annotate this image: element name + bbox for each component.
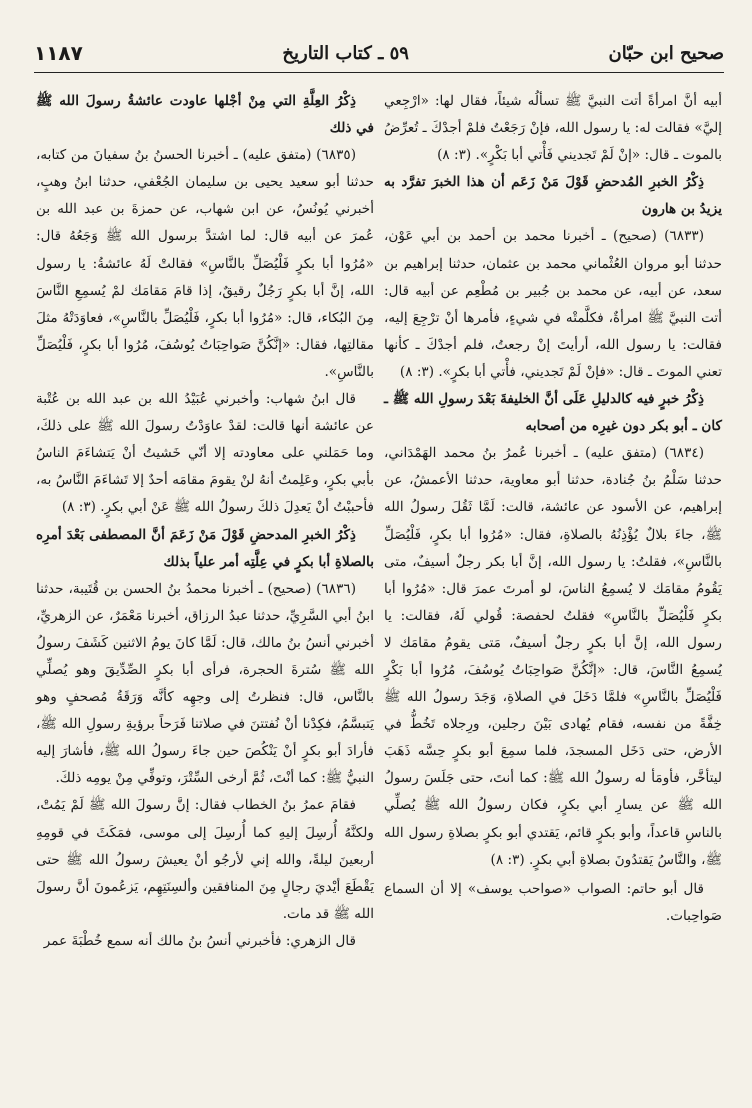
hadith-paragraph: قال الزهري: فأخبرني أنسُ بنُ مالك أنه سمع خُطْبَةَ عمر xyxy=(43,932,356,949)
hadith-paragraph: (٦٨٣٣) (صحيح) ـ أخبرنا محمد بن أحمد بن أبي عَوْن، حدثنا أبو مروان العُثْماني محمد بن عثمان، حدثنا إبراهيم بن سعد، عن أبيه، عن محمد بن جُبير بن مُطْعِم عن أبيه قال: أتت النبيَّ ﷺ امرأةٌ، فكلَّمتْه في شيءٍ، فأمرها أنْ ترْجِعَ إليه، فقالت: يا رسول الله، أرأيتَ إنْ رجعتُ، فلم أجدْكَ ـ كأنها تعني الموتَ ـ قال: «فإنْ لَمْ تَجديني، فأْتي أبا بكرٍ». (٣: ٨) xyxy=(384,228,722,380)
hadith-paragraph: (٦٨٣٥) (متفق عليه) ـ أخبرنا الحسنُ بنُ سفيانَ من كتابه، حدثنا أبو سعيد يحيى بن سليمان الجُعْفي، حدثنا ابنُ وهبٍ، أخبرني يُونُسُ، عن ابن شهاب، عن حمزةَ بن عبد الله بن عُمرَ عن أبيه قال: لما اشتدَّ برسول الله ﷺ وَجَعُهُ قال: «مُرُوا أبا بكرٍ فَلْيُصَلِّ بالنَّاسِ» فقالتْ لَهُ عائشةُ: يا رسول الله، إنَّ أبا بكرٍ رَجُلٌ رقيقٌ، إذا قامَ مَقامَك لمْ يُسمِعِ النَّاسَ مِنَ البُكاء، قال: «مُرُوا أبا بكرٍ، فَلْيُصَلِّ بالنَّاسِ»، فعاوَدَتْهُ مثلَ مقالتِها، فقال: «إنَّكُنَّ صَواحِبَاتُ يُوسُفَ، مُرُوا أبا بكرٍ، فَلْيُصَلِّ بالنَّاسِ». xyxy=(36,147,374,380)
hadith-paragraph: (٦٨٣٤) (متفق عليه) ـ أخبرنا عُمرُ بنُ محمد الهَمْدَاني، حدثنا سَلْمُ بنُ جُنادة، حدثنا أبو معاوية، حدثنا الأعمشُ، عن إبراهيم، عن الأسود عن عائشة، قالت: لَمَّا ثَقُلَ رسولُ الله ﷺ، جاءَ بلالٌ يُؤْذِنُهُ بالصلاةِ، فقال: «مُرُوا أبا بكرٍ، فَلْيُصَلِّ بالنَّاسِ»، فقلتُ: يا رسول الله، إنَّ أبا بكر رجلٌ أسيفٌ، متى يَقُومُ مقامَك لا يُسمِعُ الناسَ، لو أمرتَ عمرَ قال: «مُرُوا أبا بكرٍ فَلْيُصَلِّ بالنَّاسِ» فقلتُ لحفصة: قُولي لَهُ، فقالت: يا رسول الله، إنَّ أبا بكرٍ رجلٌ أسيفٌ، مَتى يقومُ مقامَك لا يُسمِعُ النَّاسَ، قال: «إنَّكُنَّ صَواحِبَاتُ يُوسُفَ، مُرُوا أبا بَكْرٍ فَلْيُصَلِّ بالنَّاسِ» فلمَّا دَخَلَ في الصلاةِ، وَجَدَ رسولُ الله ﷺ خِفَّةً من نفسه، فقام يُهادى بَيْنَ رجلين، ورِجلاه تَخُطُّ في الأرض، حتى دَخَل المسجدَ، فلما سمِعَ أبو بكرٍ حِسَّه ذَهَبَ ليتأخَّر، فأومَأ له رسولُ الله ﷺ: كما أنتَ، حتى جَلَسَ رسولُ الله ﷺ عن يسارِ أبي بكرٍ، فكان رسولُ الله ﷺ يُصلِّي بالناسِ قاعداً، وأبو بكرٍ قائم، يَقتدي أبو بكرٍ بصلاةِ رسول الله ﷺ، والنَّاسُ يَقتدُونَ بصلاةِ أبي بكرٍ. (٣: ٨) xyxy=(384,445,722,868)
section-heading: ذِكْرُ الخبرِ المدحضِ قَوْلَ مَنْ زَعَمَ أنَّ المصطفى بَعْدَ أمرِه بالصلاةِ أبا بكرٍ في عِلَّتِه أمر علياً بذلك xyxy=(36,526,374,570)
note-paragraph: قال أبو حاتم: الصواب «صواحب يوسف» إلا أن السماع صَواحِبات. xyxy=(384,880,722,924)
hadith-paragraph: قال ابنُ شهاب: وأخبرني عُبَيْدُ الله بن عبد الله بن عُتْبة عن عائشة أنها قالت: لقدْ عاوَدْتُ رسولَ الله ﷺ على ذلكَ، وما حَمَلني على معاودته إلا أنّي خَشيتُ أنْ يَتشاءَمَ الناسُ بأبي بكرٍ، وعَلِمتُ أنهُ لنْ يقومَ مقامَه أحدٌ إلا تَشاءَمَ النَّاسُ به، فأحببْتُ أنْ يَعدِلَ ذلكَ رسولُ الله ﷺ عَنْ أبي بكرٍ. (٣: ٨) xyxy=(36,391,374,516)
chapter-title: ٥٩ ـ كتاب التاريخ xyxy=(282,42,409,64)
section-heading: ذِكْرُ العِلَّةِ التي مِنْ أجْلها عاودت عائشةُ رسولَ الله ﷺ في ذلك xyxy=(36,93,374,137)
section-heading: ذِكْرُ الخبرِ المُدحضِ قَوْلَ مَنْ زَعَم أن هذا الخبرَ تفرَّد به يزيدُ بن هارون xyxy=(384,174,722,218)
header-divider xyxy=(34,72,724,73)
hadith-paragraph: (٦٨٣٦) (صحيح) ـ أخبرنا محمدُ بنُ الحسن بن قُتَيبة، حدثنا ابنُ أبي السَّرِيِّ، حدثنا عبدُ الرزاق، أخبرنا مَعْمَرٌ، عن الزهريِّ، أخبرني أنسُ بنُ مالك، قال: لَمَّا كانَ يومُ الاثنين كَشَفَ رسولُ الله ﷺ سُترةَ الحجرة، فرأى أبا بكرٍ الصِّدِّيقَ وهو يُصلِّي بالنَّاس، قال: فنظرتُ إلى وجهِه كأنَّه وَرَقَةُ مُصحفٍ وهو يَتبسَّمُ، فكِدْنا أنْ نُفتتنَ في صلاتنا فَرَحاً برؤيةِ رسولِ الله ﷺ، فأرادَ أبو بكرٍ أنْ يَنْكُصَ حين جاءَ رسولُ الله ﷺ، فأشارَ إليه النبيُّ ﷺ: كما أنْتَ، ثُمَّ أرخى السِّتْرَ، وتوفِّي مِنْ يومِه ذلكَ. xyxy=(36,580,374,787)
book-title: صحيح ابن حبّان xyxy=(608,42,724,64)
page-header xyxy=(34,36,724,70)
left-column xyxy=(36,88,374,1088)
section-heading: ذِكْرُ خبرٍ فيه كالدليلِ عَلَى أنَّ الخليفةَ بَعْدَ رسولِ الله ﷺ ـ كان ـ أبو بكر دون غيرِه من أصحابه xyxy=(383,391,722,435)
hadith-paragraph: فقامَ عمرُ بنُ الخطاب فقال: إنَّ رسولَ الله ﷺ لَمْ يَمُتْ، ولكنَّهُ أُرسِلَ إليهِ كما أُرسِلَ إلى موسى، فمَكَثَ في قومِهِ أربعينَ ليلةً، والله إني لأرجُو أنْ يعيشَ رسولُ الله ﷺ حتى يَقْطَعَ أيْديَ رجالٍ مِنَ المنافقين وألسِنَتِهِم، يَزعُمونَ أنَّ رسولَ الله ﷺ قد مات. xyxy=(36,797,374,922)
right-column xyxy=(384,88,722,1088)
page-number: ١١٨٧ xyxy=(34,41,83,65)
paragraph: أبيه أنَّ امرأةً أتت النبيَّ ﷺ تسألُه شيئاً، فقال لها: «ارْجِعي إليَّ» فقالت له: يا رسول الله، فإنْ رَجَعْتُ فلمْ أجدْكَ ـ تُعرِّضُ بالموت ـ قال: «إنْ لَمْ تَجديني فَأْتي أبا بَكْرٍ». (٣: ٨) xyxy=(384,93,722,164)
